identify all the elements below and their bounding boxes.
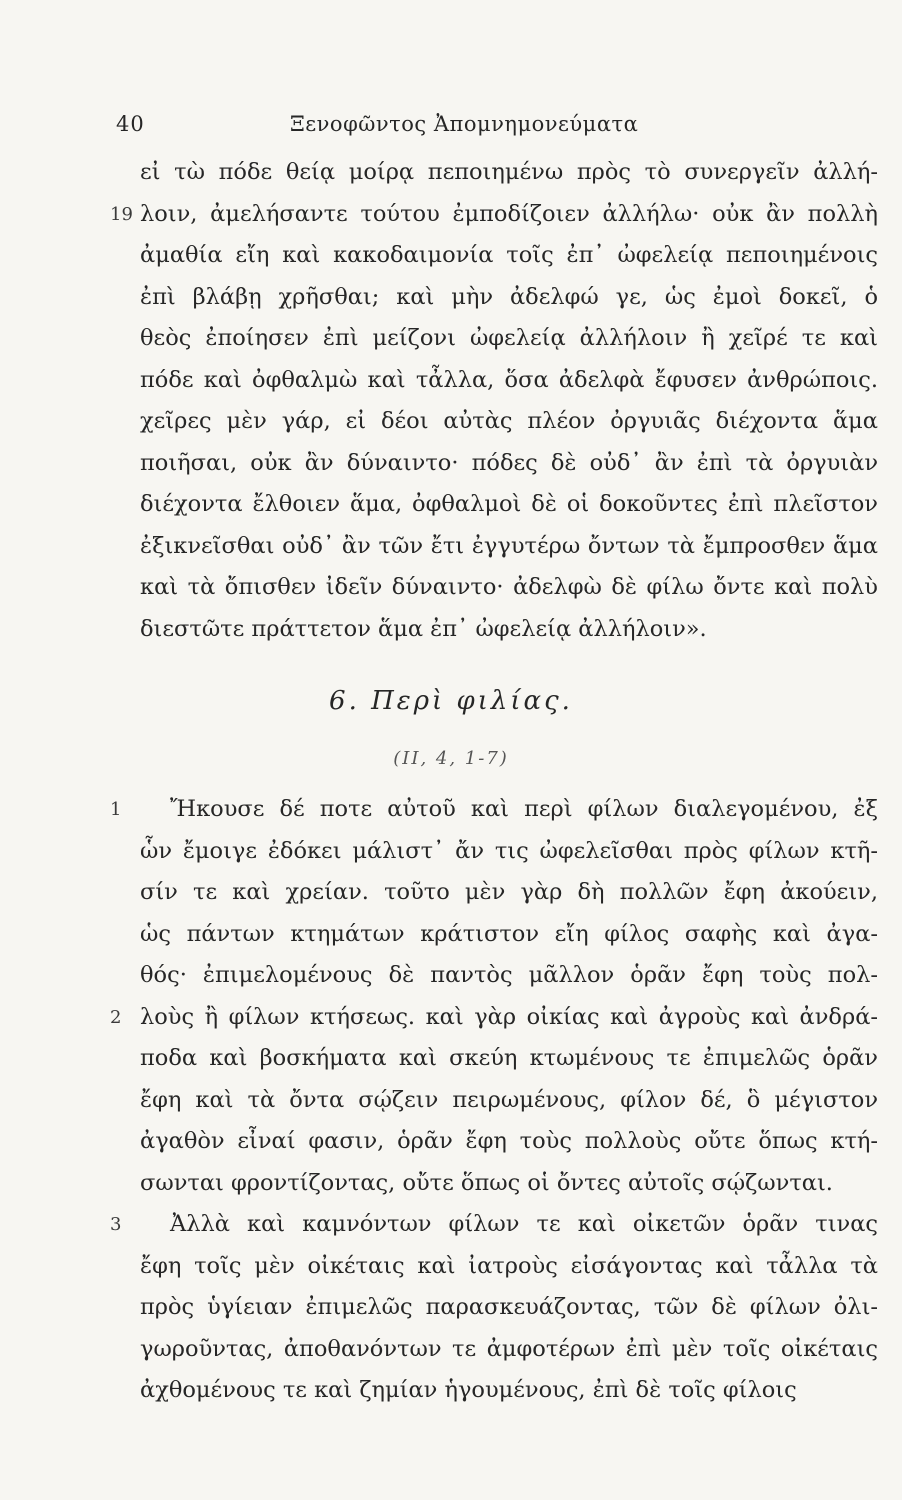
line-text: ἔφη τοῖς μὲν οἰκέταις καὶ ἰατροὺς εἰσάγοντας καὶ τἆλλα τὰ bbox=[140, 1252, 878, 1279]
line-text: θεὸς ἐποίησεν ἐπὶ μείζονι ὠφελείᾳ ἀλλήλοιν ἢ χεῖρέ τε καὶ bbox=[140, 325, 878, 351]
text-line bbox=[140, 872, 878, 914]
line-text: εἰ τὼ πόδε θείᾳ μοίρᾳ πεποιημένω πρὸς τὸ συνεργεῖν ἀλλή- bbox=[140, 159, 878, 185]
line-text: ἀχθομένους τε καὶ ζημίαν ἡγουμένους, ἐπὶ δὲ τοῖς φίλοις bbox=[140, 1377, 797, 1403]
margin-line-number: 2 bbox=[110, 1006, 122, 1028]
line-text: ἀγαθὸν εἶναί φασιν, ὁρᾶν ἔφη τοὺς πολλοὺς οὔτε ὅπως κτή- bbox=[140, 1128, 878, 1154]
text-line bbox=[110, 194, 878, 236]
line-text: ἔφη καὶ τὰ ὄντα σῴζειν πειρωμένους, φίλον δέ, ὃ μέγιστον bbox=[140, 1086, 878, 1113]
text-line bbox=[140, 484, 878, 526]
line-text: λοὺς ἢ φίλων κτήσεως. καὶ γὰρ οἰκίας καὶ ἀγροὺς καὶ ἀνδρά- bbox=[140, 1003, 878, 1030]
text-line bbox=[140, 1246, 878, 1288]
text-line bbox=[140, 235, 878, 277]
line-text: ὡς πάντων κτημάτων κράτιστον εἴη φίλος σαφὴς καὶ ἀγα- bbox=[140, 920, 878, 947]
text-line bbox=[140, 526, 878, 568]
line-text: σωνται φροντίζοντας, οὔτε ὅπως οἱ ὄντες αὐτοῖς σῴζωνται. bbox=[140, 1169, 833, 1196]
section-title: 6. Περὶ φιλίας. bbox=[329, 686, 573, 716]
line-text: Ἤκουσε δέ ποτε αὐτοῦ καὶ περὶ φίλων διαλεγομένου, ἐξ bbox=[170, 796, 878, 822]
text-line bbox=[140, 1121, 878, 1163]
margin-line-number: 19 bbox=[110, 203, 133, 225]
text-line bbox=[140, 567, 878, 609]
text-line bbox=[140, 1038, 878, 1080]
text-line bbox=[110, 789, 878, 831]
text-line bbox=[110, 1204, 878, 1246]
text-line bbox=[110, 997, 878, 1039]
text-line bbox=[140, 831, 878, 873]
text-line bbox=[140, 401, 878, 443]
line-text: λοιν, ἀμελήσαντε τούτου ἐμποδίζοιεν ἀλλήλω· οὐκ ἂν πολλὴ bbox=[140, 200, 878, 227]
page-number: 40 bbox=[116, 112, 145, 136]
text-line bbox=[140, 1163, 878, 1205]
text-line bbox=[140, 277, 878, 319]
text-line bbox=[140, 152, 878, 194]
line-text: γωροῦντας, ἀποθανόντων τε ἀμφοτέρων ἐπὶ μὲν τοῖς οἰκέταις bbox=[140, 1335, 878, 1362]
text-line bbox=[140, 1329, 878, 1371]
line-text: πρὸς ὑγίειαν ἐπιμελῶς παρασκευάζοντας, τῶν δὲ φίλων ὀλι- bbox=[140, 1294, 878, 1320]
text-line bbox=[140, 914, 878, 956]
text-line bbox=[140, 609, 878, 651]
line-text: ἐπὶ βλάβῃ χρῆσθαι; καὶ μὴν ἀδελφώ γε, ὡς ἐμοὶ δοκεῖ, ὁ bbox=[140, 283, 878, 310]
text-line bbox=[140, 955, 878, 997]
text-line bbox=[140, 318, 878, 360]
text-line bbox=[140, 1370, 878, 1412]
text-block-section-6 bbox=[110, 789, 878, 1412]
line-text: ἀμαθία εἴη καὶ κακοδαιμονία τοῖς ἐπ᾽ ὠφελείᾳ πεποιημένοις bbox=[140, 242, 878, 268]
line-text: Ἀλλὰ καὶ καμνόντων φίλων τε καὶ οἰκετῶν ὁρᾶν τινας bbox=[170, 1211, 878, 1237]
line-text: ὧν ἔμοιγε ἐδόκει μάλιστ᾽ ἄν τις ὠφελεῖσθαι πρὸς φίλων κτῆ- bbox=[140, 837, 878, 864]
section-reference: (II, 4, 1-7) bbox=[393, 748, 509, 769]
text-line bbox=[140, 443, 878, 485]
line-text: χεῖρες μὲν γάρ, εἰ δέοι αὐτὰς πλέον ὀργυιᾶς διέχοντα ἅμα bbox=[140, 408, 878, 434]
text-line bbox=[140, 360, 878, 402]
text-line bbox=[140, 1080, 878, 1122]
line-text: διέχοντα ἔλθοιεν ἅμα, ὀφθαλμοὶ δὲ οἱ δοκοῦντες ἐπὶ πλεῖστον bbox=[140, 491, 878, 517]
line-text: θός· ἐπιμελομένους δὲ παντὸς μᾶλλον ὁρᾶν ἔφη τοὺς πολ- bbox=[140, 962, 878, 988]
text-block-continuation bbox=[110, 152, 878, 650]
line-text: πόδε καὶ ὀφθαλμὼ καὶ τἆλλα, ὅσα ἀδελφὰ ἔφυσεν ἀνθρώποις. bbox=[140, 366, 878, 393]
line-text: ποδα καὶ βοσκήματα καὶ σκεύη κτωμένους τε ἐπιμελῶς ὁρᾶν bbox=[140, 1045, 878, 1071]
line-text: ἐξικνεῖσθαι οὐδ᾽ ἂν τῶν ἔτι ἐγγυτέρω ὄντων τὰ ἔμπροσθεν ἅμα bbox=[140, 532, 878, 559]
line-text: καὶ τὰ ὄπισθεν ἰδεῖν δύναιντο· ἀδελφὼ δὲ φίλω ὄντε καὶ πολὺ bbox=[140, 574, 878, 600]
running-title: Ξενοφῶντος Ἀπομνημονεύματα bbox=[290, 112, 639, 136]
page-header bbox=[0, 112, 902, 146]
line-text: διεστῶτε πράττετον ἅμα ἐπ᾽ ὠφελείᾳ ἀλλήλοιν». bbox=[140, 615, 707, 642]
margin-line-number: 1 bbox=[110, 799, 122, 820]
line-text: σίν τε καὶ χρείαν. τοῦτο μὲν γὰρ δὴ πολλῶν ἔφη ἀκούειν, bbox=[140, 879, 878, 905]
text-line bbox=[140, 1287, 878, 1329]
line-text: ποιῆσαι, οὐκ ἂν δύναιντο· πόδες δὲ οὐδ᾽ ἂν ἐπὶ τὰ ὀργυιὰν bbox=[140, 449, 878, 476]
margin-line-number: 3 bbox=[110, 1214, 122, 1235]
